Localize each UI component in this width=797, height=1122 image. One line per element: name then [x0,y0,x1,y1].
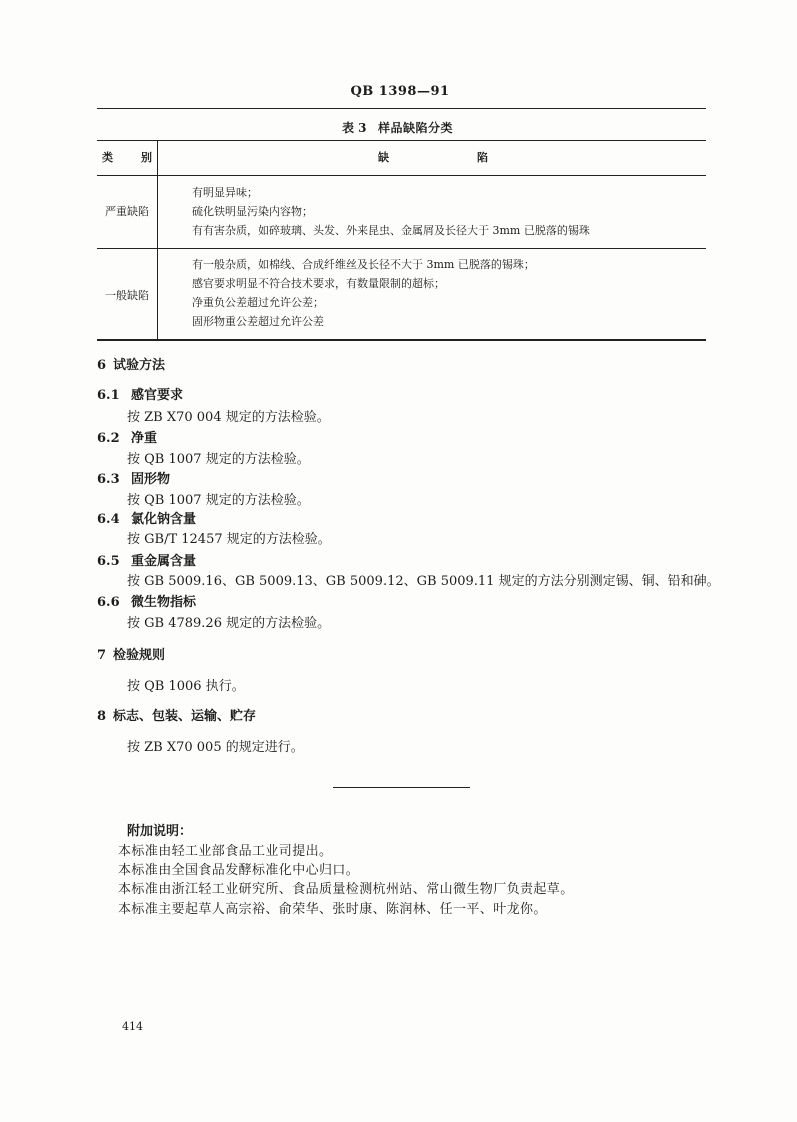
row-category-severe: 严重缺陷 [105,205,149,218]
section-number: 8 [97,709,107,724]
table-header-defect: 缺陷 [378,151,576,164]
subsection-body: 按 QB 1007 规定的方法检验。 [127,452,310,467]
section-number: 7 [97,648,107,663]
defect-item: 有有害杂质，如碎玻璃、头发、外来昆虫、金属屑及长径大于 3mm 已脱落的锡珠 [192,224,590,237]
subsection-body: 按 GB/T 12457 规定的方法检验。 [127,532,331,547]
defect-classification-table [97,140,706,340]
table-caption-title: 样品缺陷分类 [378,121,454,135]
subsection-number: 6.5 [97,554,120,569]
subsection-number: 6.2 [97,431,120,446]
subsection-title: 微生物指标 [131,595,197,610]
page-number: 414 [122,1020,143,1033]
notes-title: 附加说明： [127,824,193,839]
notes-line: 本标准由全国食品发酵标准化中心归口。 [118,863,360,878]
defect-item: 硫化铁明显污染内容物； [192,205,313,218]
defect-item: 固形物重公差超过允许公差 [192,315,324,328]
header-rule [97,108,706,109]
defect-item: 有一般杂质，如棉线、合成纤维丝及长径不大于 3mm 已脱落的锡珠； [192,258,535,271]
subsection-number: 6.6 [97,595,120,610]
defect-item: 有明显异味； [192,186,258,199]
subsection-body: 按 GB 4789.26 规定的方法检验。 [127,616,331,631]
notes-line: 本标准主要起草人高宗裕、俞荣华、张时康、陈润林、任一平、叶龙你。 [118,902,547,917]
subsection-body: 按 GB 5009.16、GB 5009.13、GB 5009.12、GB 5009.11 规定的方法分别测定锡、铜、铅和砷。 [127,574,720,589]
subsection-title: 重金属含量 [131,554,197,569]
table-caption-label: 表 3 [342,121,367,135]
subsection-body: 按 QB 1007 规定的方法检验。 [127,493,310,508]
notes-line: 本标准由浙江轻工业研究所、食品质量检测杭州站、常山微生物厂负责起草。 [118,882,574,897]
row-category-general: 一般缺陷 [105,289,149,302]
section-number: 6 [97,358,107,373]
subsection-number: 6.1 [97,388,120,403]
defect-item: 感官要求明显不符合技术要求，有数量限制的超标； [192,277,445,290]
table-header-category: 类别 [102,151,180,164]
standard-code-header: QB 1398—91 [350,84,450,99]
section-title: 标志、包装、运输、贮存 [113,709,257,724]
section-body: 按 ZB X70 005 的规定进行。 [127,740,304,755]
section-title: 试验方法 [113,358,166,373]
subsection-body: 按 ZB X70 004 规定的方法检验。 [127,410,330,425]
section-title: 检验规则 [113,648,166,663]
subsection-number: 6.4 [97,512,120,527]
notes-line: 本标准由轻工业部食品工业司提出。 [118,844,333,859]
end-separator [333,787,470,788]
subsection-title: 固形物 [131,472,171,487]
subsection-title: 氯化钠含量 [131,512,197,527]
subsection-title: 净重 [131,431,158,446]
subsection-number: 6.3 [97,472,120,487]
section-body: 按 QB 1006 执行。 [127,679,245,694]
subsection-title: 感官要求 [131,388,184,403]
defect-item: 净重负公差超过允许公差； [192,296,324,309]
